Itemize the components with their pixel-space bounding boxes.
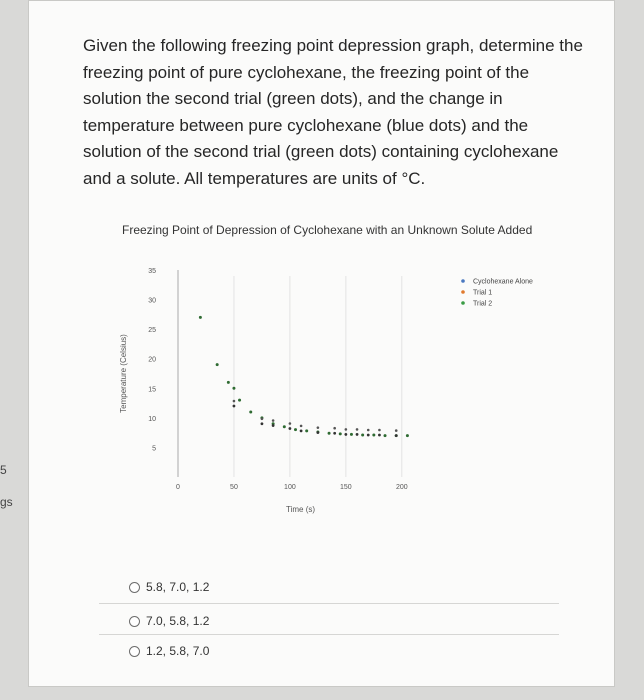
y-tick-label: 20 (148, 356, 156, 364)
trial-2-point (294, 428, 297, 431)
cooling-point (367, 429, 370, 432)
divider (99, 603, 559, 604)
legend-label: Trial 2 (473, 300, 493, 308)
legend-marker (461, 279, 465, 283)
cooling-point (345, 428, 348, 431)
y-tick-label: 10 (148, 415, 156, 423)
divider (99, 634, 559, 635)
freezing-point-chart (29, 1, 616, 561)
y-tick-label: 25 (148, 327, 156, 335)
answer-label: 1.2, 5.8, 7.0 (146, 644, 210, 658)
y-axis-title: Temperature (Celsius) (119, 334, 128, 413)
y-tick-label: 5 (152, 445, 156, 453)
y-tick-label: 15 (148, 386, 156, 394)
cooling-point (395, 429, 398, 432)
trial-2-point (372, 434, 375, 437)
legend-label: Cyclohexane Alone (473, 278, 533, 286)
legend-marker (461, 290, 465, 294)
cooling-point (272, 424, 275, 427)
trial-2-point (216, 363, 219, 366)
answer-option-1[interactable] (99, 573, 599, 601)
legend-marker (461, 301, 465, 305)
chart-title: Freezing Point of Depression of Cyclohexane with an Unknown Solute Added (122, 223, 533, 237)
legend-label: Trial 1 (473, 289, 493, 297)
trial-2-point (305, 429, 308, 432)
y-tick-label: 30 (148, 297, 156, 305)
answer-option-3[interactable] (99, 637, 599, 665)
trial-2-point (249, 410, 252, 413)
trial-2-point (328, 432, 331, 435)
cooling-point (261, 417, 264, 420)
cooling-point (300, 429, 303, 432)
answer-label: 7.0, 5.8, 1.2 (146, 614, 210, 628)
cooling-point (344, 433, 347, 436)
left-edge-fragment-2: gs (0, 495, 13, 509)
cooling-point (356, 428, 359, 431)
answer-label: 5.8, 7.0, 1.2 (146, 580, 210, 594)
trial-2-point (406, 434, 409, 437)
trial-2-point (238, 399, 241, 402)
radio-button[interactable] (129, 582, 140, 593)
y-tick-label: 35 (148, 268, 156, 275)
cooling-point (317, 426, 320, 429)
trial-2-point (361, 434, 364, 437)
cooling-point (378, 429, 381, 432)
cooling-point (233, 400, 236, 403)
trial-2-point (350, 433, 353, 436)
cooling-point (333, 432, 336, 435)
cooling-point (300, 425, 303, 428)
question-text: Given the following freezing point depression graph, determine the freezing point of pure cyclohexane, the freezing point of the solution the second trial (green dots), and the change in temperature between pure cyclohexane (blue dots) and the solution of the second trial (green dots) containing cyclohexane and a solute. All temperatures are units of °C. (83, 36, 583, 188)
x-tick-label: 150 (340, 484, 352, 491)
x-tick-label: 100 (284, 484, 296, 491)
cooling-point (272, 419, 275, 422)
cooling-point (356, 433, 359, 436)
radio-button[interactable] (129, 646, 140, 657)
trial-2-point (199, 316, 202, 319)
cooling-point (261, 422, 264, 425)
answer-option-2[interactable] (99, 607, 599, 635)
cooling-point (395, 434, 398, 437)
trial-2-point (283, 425, 286, 428)
question-card (28, 0, 615, 687)
left-edge-fragment-1: 5 (0, 463, 7, 477)
cooling-point (316, 431, 319, 434)
x-tick-label: 50 (230, 484, 238, 491)
cooling-point (233, 405, 236, 408)
trial-2-point (232, 387, 235, 390)
cooling-point (378, 434, 381, 437)
trial-2-point (384, 434, 387, 437)
x-tick-label: 0 (176, 484, 180, 491)
cooling-point (289, 427, 292, 430)
trial-2-point (227, 381, 230, 384)
trial-2-point (339, 432, 342, 435)
x-axis-title: Time (s) (285, 505, 316, 514)
x-tick-label: 200 (395, 484, 408, 491)
cooling-point (289, 422, 292, 425)
cooling-point (333, 427, 336, 430)
radio-button[interactable] (129, 616, 140, 627)
cooling-point (367, 434, 370, 437)
